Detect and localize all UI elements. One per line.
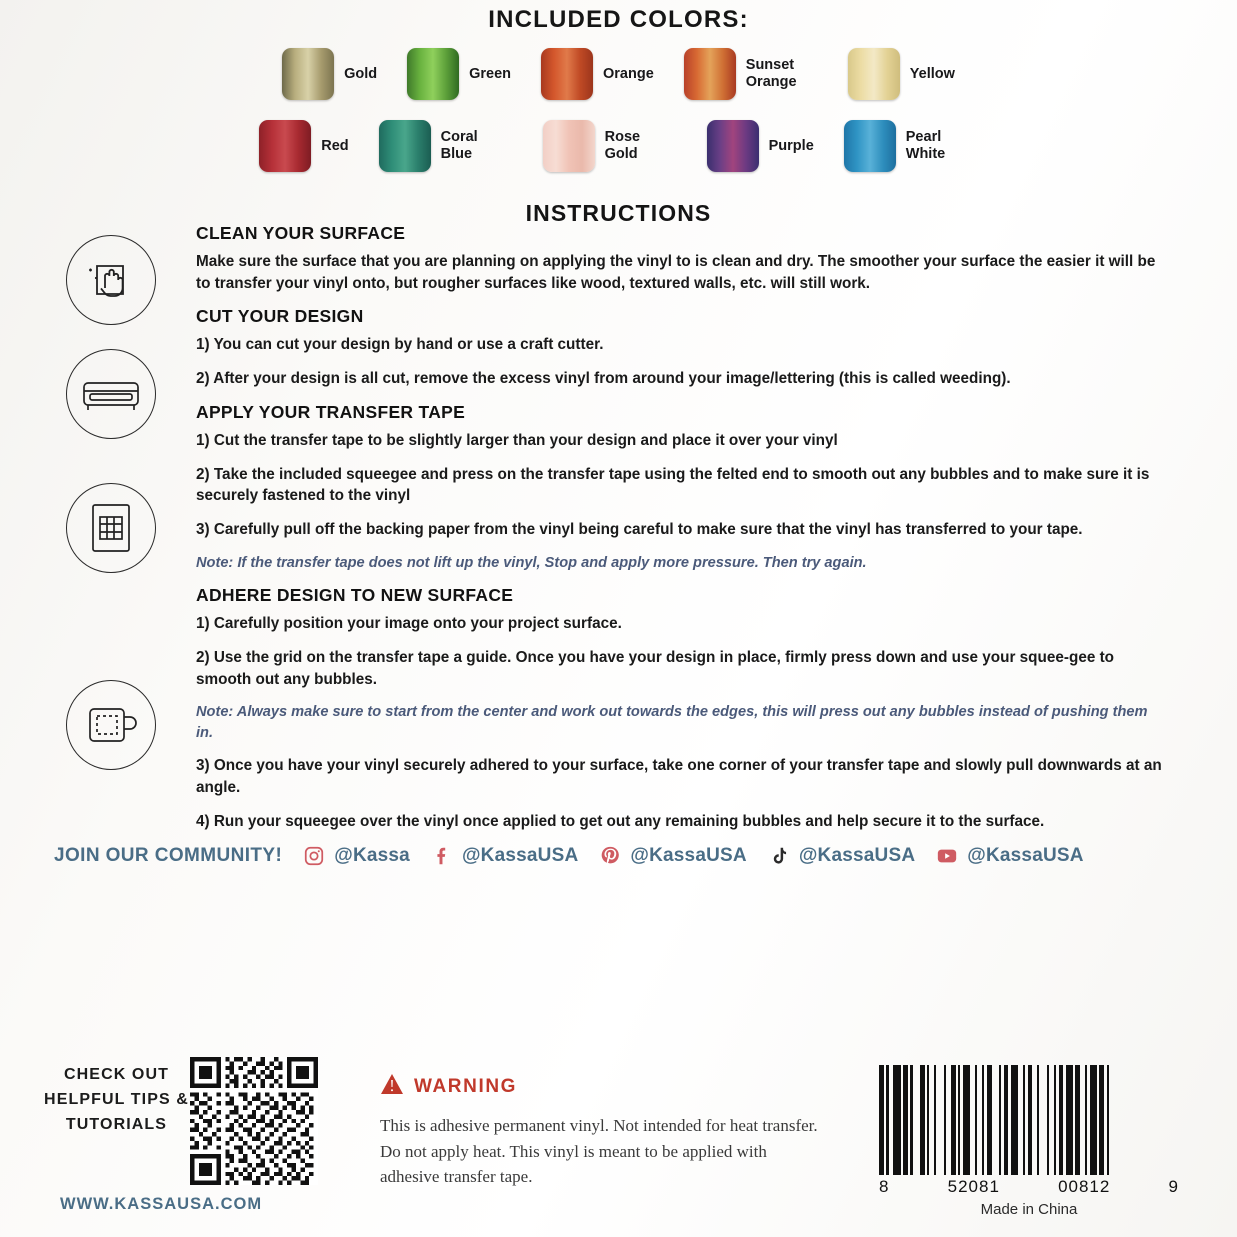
- social-facebook[interactable]: [430, 844, 578, 868]
- qr-code[interactable]: [190, 1057, 318, 1185]
- step-cut-your-design: [196, 306, 1167, 389]
- checkout-tips-label: CHECK OUT HELPFUL TIPS & TUTORIALS: [44, 1066, 189, 1133]
- swatch-label: Pearl White: [905, 129, 946, 162]
- instagram-icon[interactable]: [302, 844, 326, 868]
- color-swatch: [848, 48, 900, 100]
- swatch-label: Coral Blue: [440, 129, 478, 162]
- mug-decal-icon: [66, 680, 156, 770]
- barcode-group-2: 00812: [1058, 1177, 1111, 1196]
- step-line: 1) Carefully position your image onto your project surface.: [196, 615, 622, 633]
- barcode-group-1: 52081: [947, 1177, 1000, 1196]
- color-swatch: [684, 48, 736, 100]
- instruction-steps: [196, 223, 1167, 832]
- social-handle[interactable]: @KassaUSA: [461, 845, 579, 867]
- step-heading: ADHERE DESIGN TO NEW SURFACE: [196, 585, 514, 606]
- community-title: JOIN OUR COMMUNITY!: [54, 845, 283, 867]
- swatch-item-rose-gold: [543, 120, 677, 172]
- swatch-label: Green: [469, 65, 512, 82]
- pinterest-icon[interactable]: [598, 844, 622, 868]
- color-swatch: [543, 120, 595, 172]
- step-line: 2) After your design is all cut, remove the excess vinyl from around your image/lettering (this is called weeding).: [196, 370, 1011, 388]
- color-swatch: [379, 120, 431, 172]
- step-apply-your-transfer-tape: [196, 402, 1167, 573]
- social-handle[interactable]: @KassaUSA: [798, 845, 916, 867]
- made-in-label: Made in China: [980, 1201, 1078, 1218]
- warning-triangle-icon: [380, 1073, 404, 1101]
- step-line: 1) You can cut your design by hand or use a craft cutter.: [196, 336, 604, 354]
- youtube-icon[interactable]: [935, 844, 959, 868]
- step-line: 3) Once you have your vinyl securely adhered to your surface, take one corner of your transfer tape and slowly pull downwards at an angle.: [196, 757, 1162, 796]
- step-heading: CUT YOUR DESIGN: [196, 306, 364, 327]
- swatch-label: Purple: [768, 137, 814, 154]
- swatch-item-red: [259, 120, 348, 172]
- warning-heading: [380, 1073, 820, 1101]
- step-line: 4) Run your squeegee over the vinyl once applied to get out any remaining bubbles and help secure it to the surface.: [196, 812, 1045, 830]
- swatch-label: Orange: [603, 65, 654, 82]
- footer: [0, 1057, 1237, 1237]
- step-line: 2) Use the grid on the transfer tape a guide. Once you have your design in place, firmly press down and use your squee-gee to smooth out any bubbles.: [196, 648, 1115, 688]
- swatch-item-gold: [282, 48, 377, 100]
- step-line: 1) Cut the transfer tape to be slightly larger than your design and place it over your vinyl: [196, 431, 838, 449]
- swatch-label: Red: [321, 137, 349, 154]
- transfer-tape-grid-icon: [66, 483, 156, 573]
- swatch-label: Gold: [344, 65, 378, 82]
- step-line: Make sure the surface that you are planning on applying the vinyl to is clean and dry. The smoother your surface the easier it will be to transfer your vinyl onto, but rougher surfaces like wood, textured walls, etc. will still work.: [196, 253, 1156, 292]
- instructions-title: INSTRUCTIONS: [525, 200, 712, 226]
- color-swatch: [844, 120, 896, 172]
- step-line: 3) Carefully pull off the backing paper from the vinyl being careful to make sure that the vinyl has transferred to your tape.: [196, 521, 1083, 539]
- step-adhere-design-to-new-surface: [196, 585, 1167, 832]
- barcode-right-digit: 9: [1168, 1177, 1179, 1196]
- color-swatch: [707, 120, 759, 172]
- social-youtube[interactable]: [935, 844, 1083, 868]
- step-line: 2) Take the included squeegee and press on the transfer tape using the felted end to smooth out any bubbles and to make sure it is securely fastened to the vinyl: [196, 465, 1150, 505]
- swatch-label: Sunset Orange: [745, 57, 797, 90]
- swatch-item-coral-blue: [379, 120, 513, 172]
- color-swatch: [282, 48, 334, 100]
- barcode: [879, 1065, 1179, 1218]
- step-note: Note: Always make sure to start from the center and work out towards the edges, this will press out any bubbles instead of pushing them in.: [196, 704, 1148, 741]
- warning-text: This is adhesive permanent vinyl. Not intended for heat transfer. Do not apply heat. This vinyl is meant to be applied with adhesive transfer tape.: [380, 1116, 818, 1186]
- swatch-row-2: [0, 120, 1237, 172]
- warning-block: [380, 1073, 820, 1190]
- color-swatch: [541, 48, 593, 100]
- social-tiktok[interactable]: [767, 844, 915, 868]
- swatch-item-pearl-white: [844, 120, 978, 172]
- barcode-digits: [879, 1177, 1179, 1197]
- community-bar: [54, 844, 1237, 868]
- step-heading: APPLY YOUR TRANSFER TAPE: [196, 401, 466, 422]
- swatch-item-orange: [541, 48, 654, 100]
- craft-cutter-icon: [66, 349, 156, 439]
- swatch-item-green: [407, 48, 511, 100]
- social-handle[interactable]: @Kassa: [334, 845, 410, 867]
- social-handle[interactable]: @KassaUSA: [967, 845, 1084, 867]
- social-handle[interactable]: @KassaUSA: [630, 845, 747, 867]
- social-instagram[interactable]: [302, 844, 410, 868]
- warning-title: WARNING: [414, 1076, 518, 1097]
- tiktok-icon[interactable]: [767, 844, 791, 868]
- swatch-label: Yellow: [909, 65, 955, 82]
- step-note: Note: If the transfer tape does not lift up the vinyl, Stop and apply more pressure. Then try again.: [196, 554, 867, 571]
- color-swatch: [407, 48, 459, 100]
- instructions-section: [0, 223, 1237, 832]
- website-url[interactable]: WWW.KASSAUSA.COM: [60, 1195, 263, 1213]
- hand-surface-icon: [66, 235, 156, 325]
- barcode-left-digit: 8: [879, 1177, 890, 1196]
- facebook-icon[interactable]: [430, 844, 454, 868]
- barcode-bars: [879, 1065, 1179, 1175]
- swatch-label: Rose Gold: [604, 129, 641, 162]
- included-colors-title: INCLUDED COLORS:: [488, 6, 749, 33]
- social-pinterest[interactable]: [598, 844, 746, 868]
- step-clean-your-surface: [196, 223, 1167, 294]
- swatch-item-yellow: [848, 48, 955, 100]
- swatch-item-sunset-orange: [684, 48, 818, 100]
- swatch-row-1: [0, 48, 1237, 100]
- step-heading: CLEAN YOUR SURFACE: [196, 223, 406, 243]
- swatch-item-purple: [707, 120, 814, 172]
- color-swatch: [259, 120, 311, 172]
- included-colors-section: [0, 0, 1237, 172]
